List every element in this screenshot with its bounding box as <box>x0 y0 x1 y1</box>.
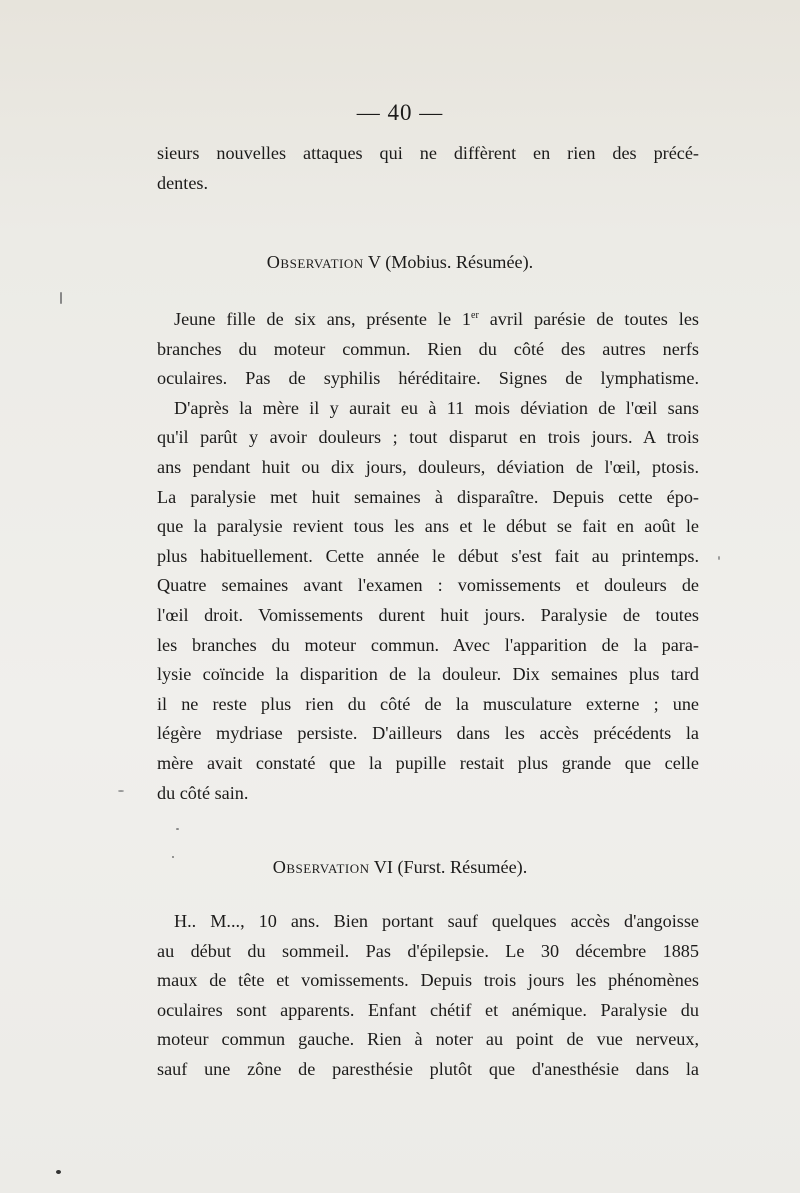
intro-line-1: sieurs nouvelles attaques qui ne diffèrent en rien des précé- <box>157 143 699 163</box>
observation-6-line: au début du sommeil. Pas d'épilepsie. Le 30 décembre 1885 <box>157 940 699 961</box>
observation-5-line: D'après la mère il y aurait eu à 11 mois déviation de l'œil sans <box>174 397 699 418</box>
observation-5-line-1 <box>157 305 699 335</box>
observation-6-line: oculaires sont apparents. Enfant chétif et anémique. Paralysie du <box>157 999 699 1020</box>
observation-6-heading <box>0 852 800 882</box>
observation-5-line: plus habituellement. Cette année le début s'est fait au printemps. <box>157 545 699 566</box>
observation-5-line: les branches du moteur commun. Avec l'apparition de la para- <box>157 634 699 655</box>
observation-6-line: maux de tête et vomissements. Depuis trois jours les phénomènes <box>157 970 699 991</box>
observation-6-body <box>157 907 699 1085</box>
observation-6-line: moteur commun gauche. Rien à noter au point de vue nerveux, <box>157 1029 699 1050</box>
observation-6-line: H.. M..., 10 ans. Bien portant sauf quelques accès d'angoisse <box>174 911 699 931</box>
observation-6-source: (Furst. Résumée). <box>397 857 528 877</box>
ordinal-superscript: er <box>471 310 479 321</box>
observation-5-line: du côté sain. <box>157 782 249 803</box>
scan-speck <box>176 828 179 830</box>
observation-6-label: Observation <box>272 857 370 877</box>
observation-5-line: que la paralysie revient tous les ans et le début se fait en août le <box>157 516 699 537</box>
observation-5-line: lysie coïncide la disparition de la douleur. Dix semaines plus tard <box>157 664 699 685</box>
observation-5-heading <box>0 247 800 277</box>
observation-6-number: VI <box>373 857 393 877</box>
observation-5-number: V <box>367 252 381 272</box>
observation-5-line: l'œil droit. Vomissements durent huit jours. Paralysie de toutes <box>157 604 699 625</box>
observation-5-line: ans pendant huit ou dix jours, douleurs, déviation de l'œil, ptosis. <box>157 456 699 477</box>
observation-5-line: il ne reste plus rien du côté de la musculature externe ; une <box>157 693 699 714</box>
intro-line-2: dentes. <box>157 172 209 193</box>
scan-speck <box>118 790 124 792</box>
observation-5-line: branches du moteur commun. Rien du côté des autres nerfs <box>157 338 699 359</box>
scan-speck <box>60 292 62 304</box>
observation-5-line: légère mydriase persiste. D'ailleurs dans les accès précédents la <box>157 723 699 744</box>
page-number: — 40 — <box>356 100 444 125</box>
observation-5-line-1-b: avril parésie de toutes les <box>478 309 699 329</box>
observation-5-line: La paralysie met huit semaines à disparaître. Depuis cette épo- <box>157 486 699 507</box>
observation-6-line: sauf une zône de paresthésie plutôt que d'anesthésie dans la <box>157 1058 699 1079</box>
observation-5-line: oculaires. Pas de syphilis héréditaire. Signes de lymphatisme. <box>157 368 699 389</box>
observation-5-source: (Mobius. Résumée). <box>385 252 534 272</box>
observation-5-line: mère avait constaté que la pupille restait plus grande que celle <box>157 752 699 773</box>
observation-5-line: qu'il parût y avoir douleurs ; tout disparut en trois jours. A trois <box>157 427 699 448</box>
scan-speck <box>56 1170 61 1174</box>
observation-5-label: Observation <box>266 252 364 272</box>
observation-5-line-1-a: Jeune fille de six ans, présente le 1 <box>174 309 472 329</box>
scan-speck <box>172 856 174 858</box>
scan-speck <box>718 556 720 560</box>
intro-paragraph <box>157 139 699 198</box>
observation-5-body <box>157 305 699 808</box>
observation-5-line: Quatre semaines avant l'examen : vomissements et douleurs de <box>157 575 699 596</box>
